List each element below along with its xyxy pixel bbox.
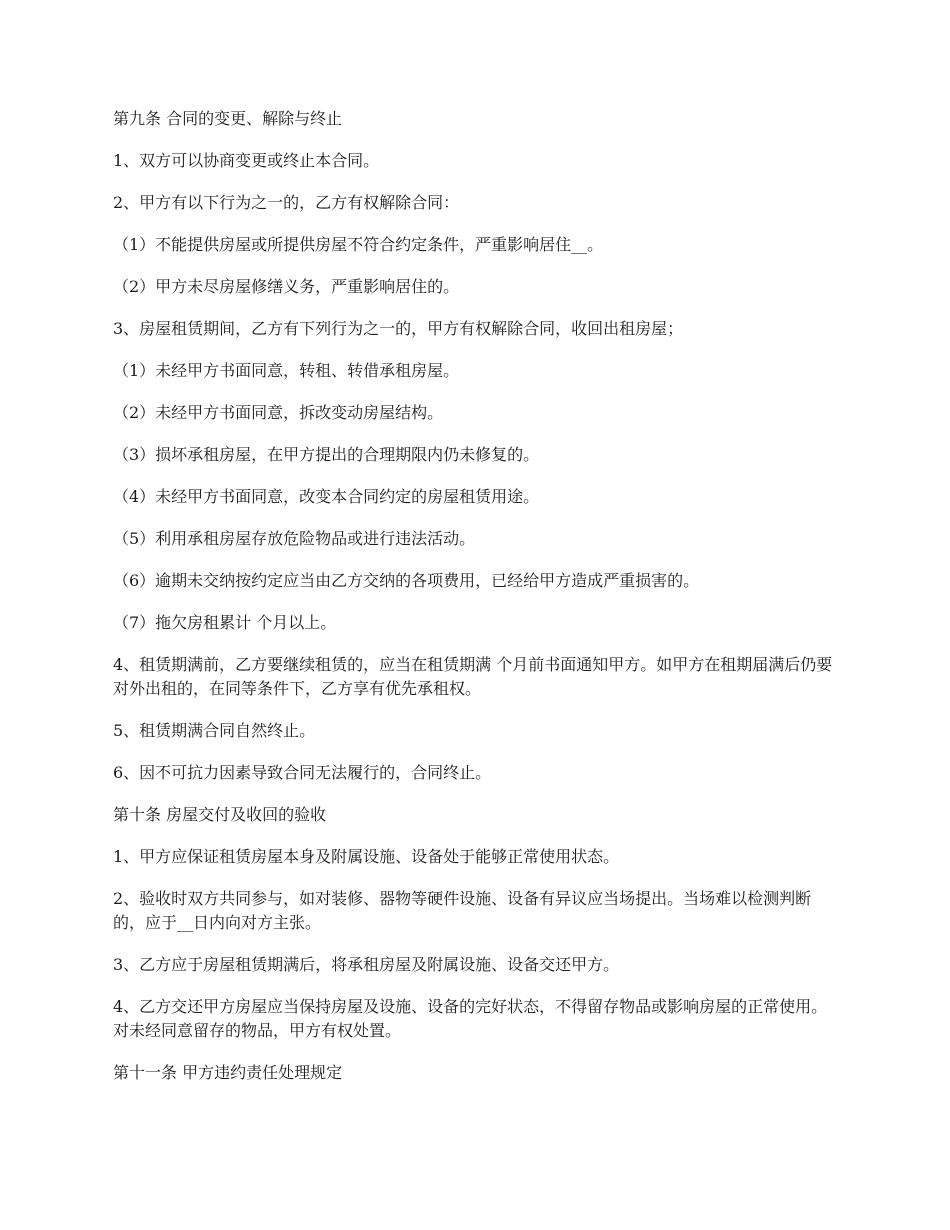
clause-9-3-item-3: （3）损坏承租房屋，在甲方提出的合理期限内仍未修复的。 [113, 445, 540, 464]
clause-9-3: 3、房屋租赁期间，乙方有下列行为之一的，甲方有权解除合同，收回出租房屋； [113, 319, 684, 338]
clause-9-5: 5、租赁期满合同自然终止。 [113, 721, 316, 740]
clause-9-2: 2、甲方有以下行为之一的，乙方有权解除合同： [113, 193, 460, 212]
clause-10-2: 2、验收时双方共同参与，如对装修、器物等硬件设施、设备有异议应当场提出。当场难以检测判断的，应于__日内向对方主张。 [113, 889, 812, 932]
clause-9-2-item-2: （2）甲方未尽房屋修缮义务，严重影响居住的。 [113, 277, 460, 296]
clause-9-3-item-2: （2）未经甲方书面同意，拆改变动房屋结构。 [113, 403, 444, 422]
clause-9-1: 1、双方可以协商变更或终止本合同。 [113, 151, 380, 170]
section-heading-11: 第十一条 甲方违约责任处理规定 [113, 1063, 343, 1082]
clause-9-3-item-5: （5）利用承租房屋存放危险物品或进行违法活动。 [113, 529, 476, 548]
section-heading-10: 第十条 房屋交付及收回的验收 [113, 805, 327, 824]
document-body [113, 107, 843, 1103]
clause-10-1: 1、甲方应保证租赁房屋本身及附属设施、设备处于能够正常使用状态。 [113, 847, 620, 866]
clause-9-3-item-4: （4）未经甲方书面同意，改变本合同约定的房屋租赁用途。 [113, 487, 540, 506]
clause-9-3-item-7: （7）拖欠房租累计 个月以上。 [113, 613, 337, 632]
clause-9-3-item-6: （6）逾期未交纳按约定应当由乙方交纳的各项费用，已经给甲方造成严重损害的。 [113, 571, 700, 590]
clause-10-3: 3、乙方应于房屋租赁期满后，将承租房屋及附属设施、设备交还甲方。 [113, 955, 620, 974]
clause-10-4: 4、乙方交还甲方房屋应当保持房屋及设施、设备的完好状态，不得留存物品或影响房屋的正常使用。对未经同意留存的物品，甲方有权处置。 [113, 997, 828, 1040]
clause-9-2-item-1: （1）不能提供房屋或所提供房屋不符合约定条件，严重影响居住__。 [113, 235, 604, 254]
clause-9-4: 4、租赁期满前，乙方要继续租赁的，应当在租赁期满 个月前书面通知甲方。如甲方在租期届满后仍要对外出租的，在同等条件下，乙方享有优先承租权。 [113, 655, 833, 698]
clause-9-3-item-1: （1）未经甲方书面同意，转租、转借承租房屋。 [113, 361, 460, 380]
clause-9-6: 6、因不可抗力因素导致合同无法履行的，合同终止。 [113, 763, 492, 782]
section-heading-9: 第九条 合同的变更、解除与终止 [113, 109, 343, 128]
